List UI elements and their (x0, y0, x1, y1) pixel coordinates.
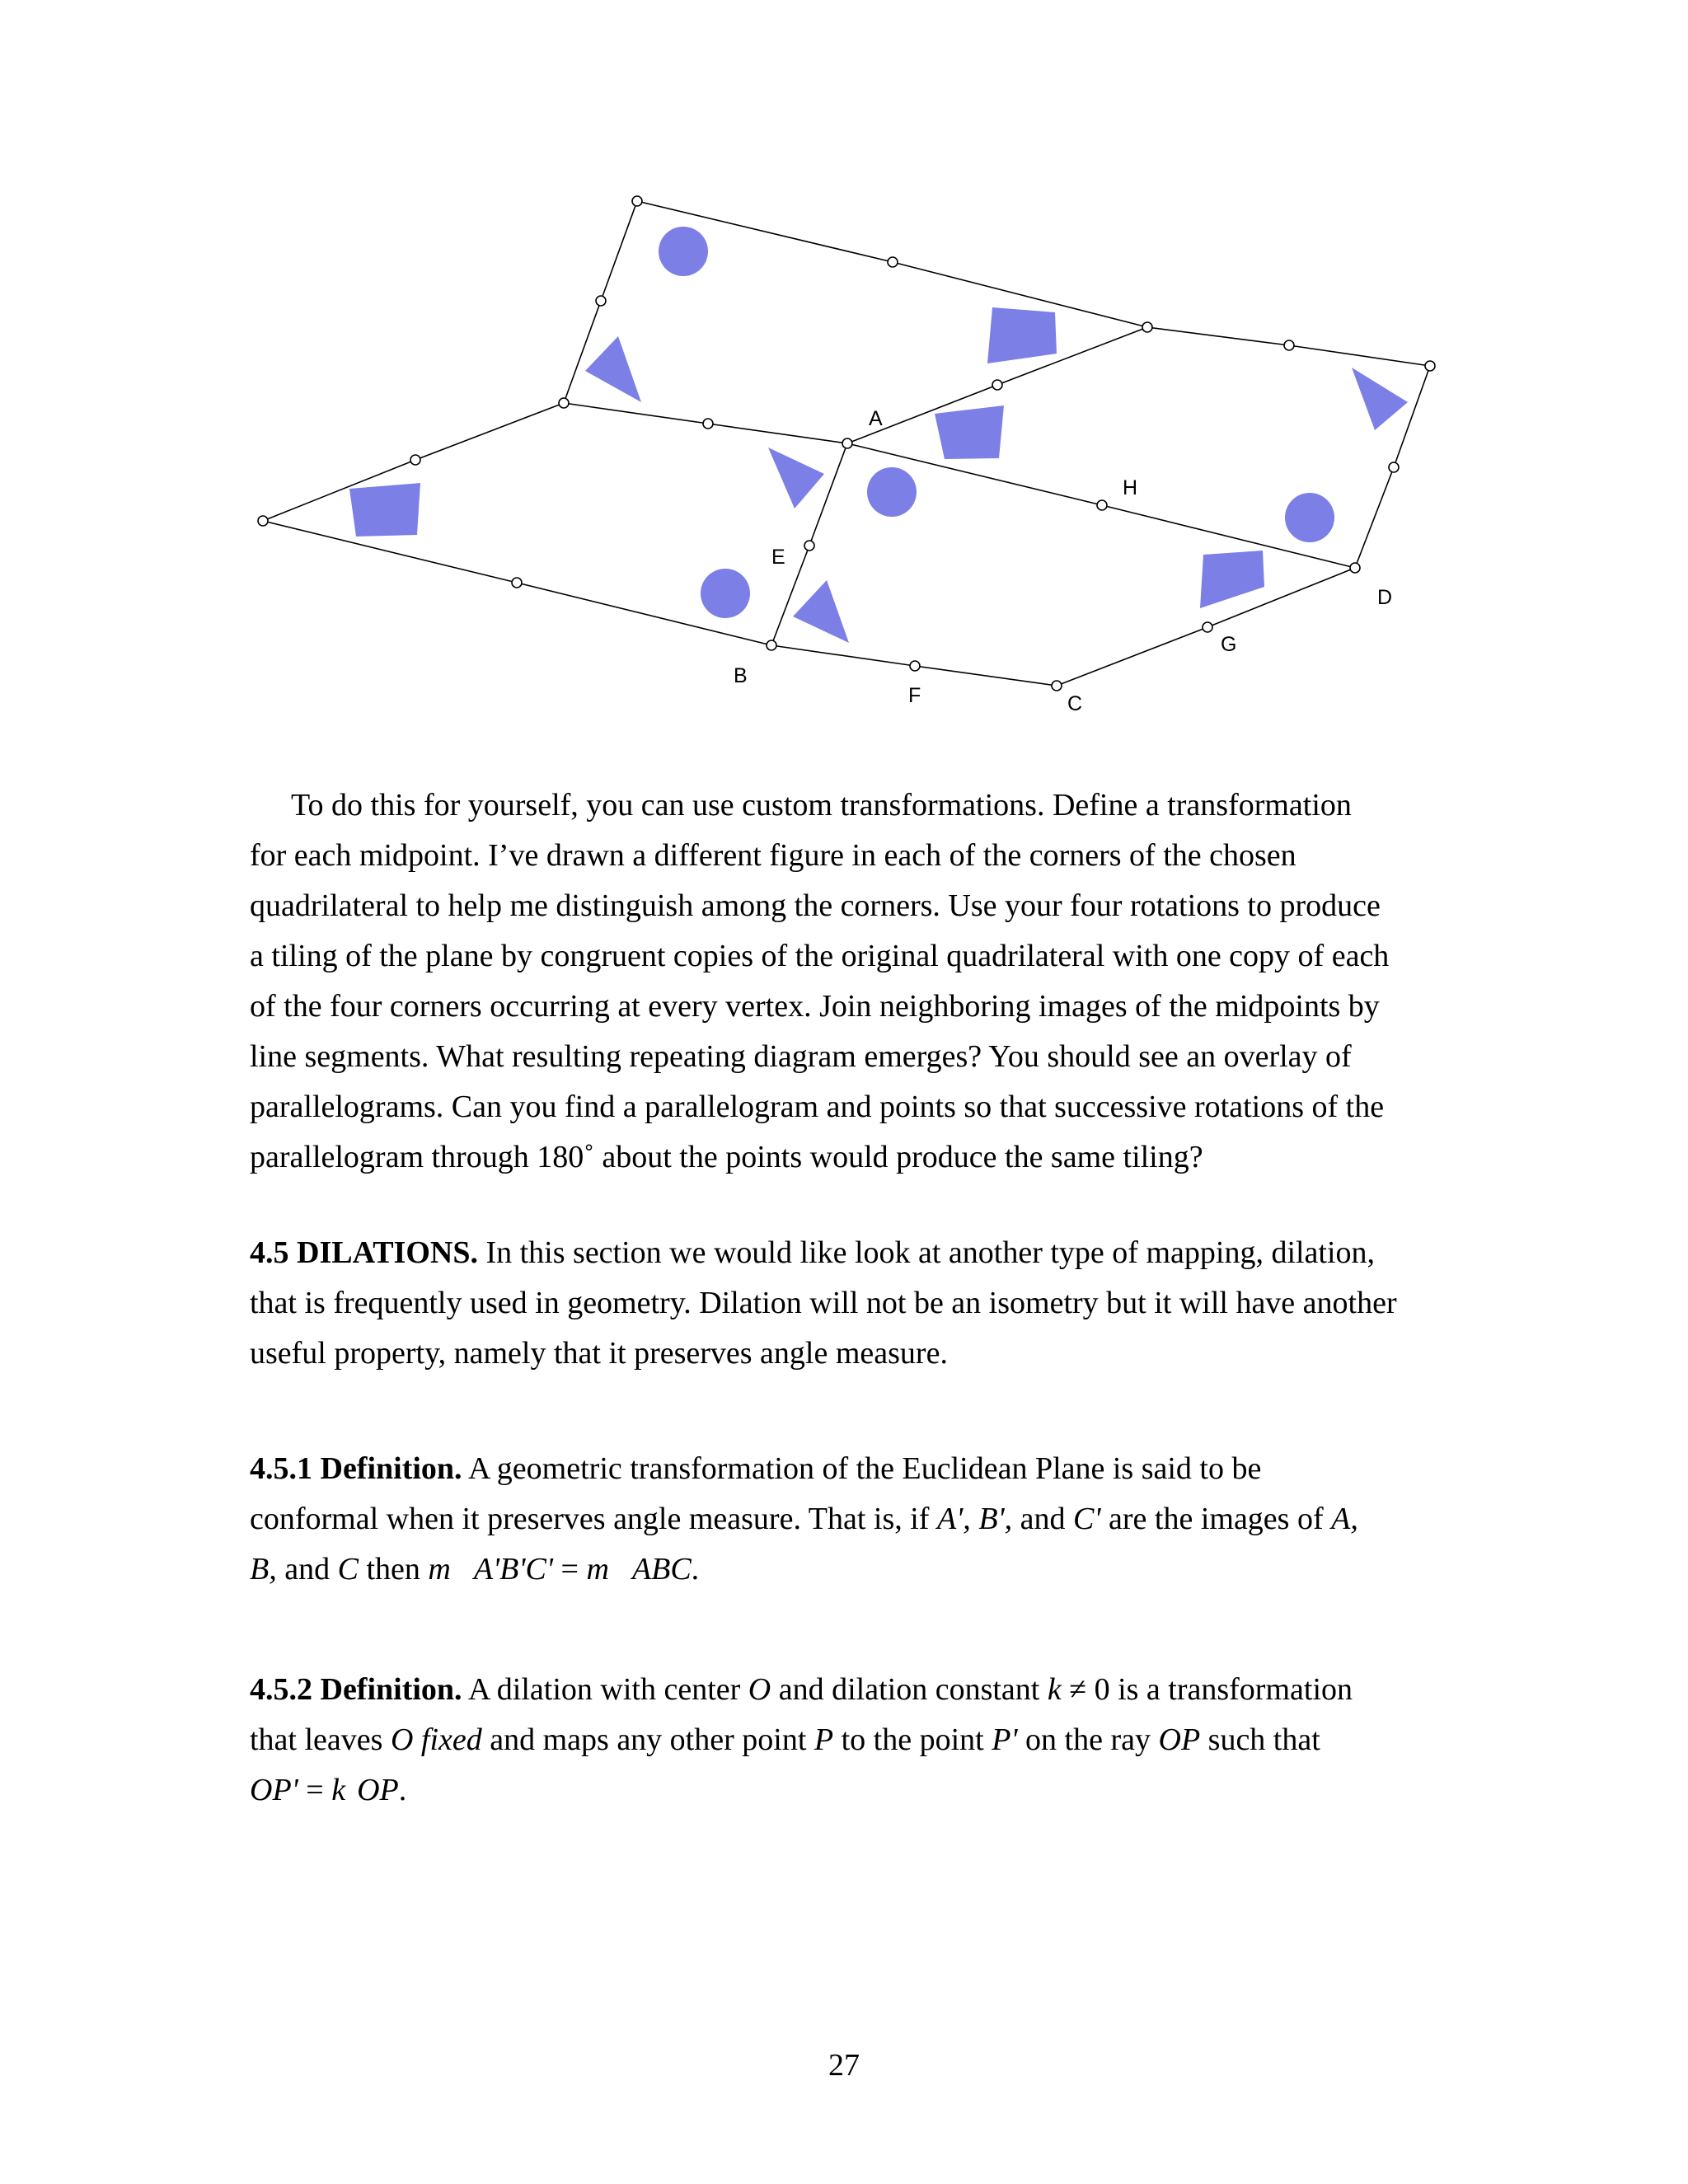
quad-figure (987, 307, 1057, 363)
quad-figure (1200, 551, 1264, 608)
math-var: C (337, 1552, 359, 1586)
triangle-figure (793, 580, 849, 643)
midpoint (992, 380, 1002, 390)
definition-line (250, 1665, 1445, 1715)
text-run: . (398, 1773, 407, 1807)
section-line: that is frequently used in geometry. Dilation will not be an isometry but it will have another (250, 1286, 1397, 1320)
paragraph-line: parallelograms. Can you find a parallelogram and points so that successive rotations of the (250, 1090, 1385, 1124)
section-text: In this section we would like look at another type of mapping, dilation, (477, 1235, 1376, 1270)
text-run: that leaves (250, 1722, 391, 1757)
math-var: B, (250, 1552, 277, 1586)
text-run: to the point (833, 1722, 992, 1757)
text-run: . (691, 1552, 700, 1586)
midpoint (1284, 340, 1294, 350)
text-run: A dilation with center (462, 1672, 748, 1707)
text-run: then (358, 1552, 429, 1586)
midpoint (1389, 462, 1399, 472)
section-line (250, 1228, 1445, 1278)
text-run: such that (1200, 1722, 1320, 1757)
text-run: and (276, 1552, 338, 1586)
math-var: A', (936, 1502, 971, 1536)
definition-text: A geometric transformation of the Euclidean Plane is said to be (462, 1451, 1262, 1486)
paragraph-line: of the four corners occurring at every vertex. Join neighboring images of the midpoints by (250, 989, 1380, 1024)
definition-line (250, 1544, 1445, 1595)
definition-4-5-2 (250, 1665, 1445, 1816)
vertex-point (559, 398, 569, 408)
math-var: P' (992, 1722, 1018, 1757)
midpoint (512, 578, 522, 588)
paragraph-line: quadrilateral to help me distinguish among the corners. Use your four rotations to produce (250, 888, 1381, 923)
label-H: H (1123, 476, 1138, 499)
text-run: = (553, 1552, 587, 1586)
section-line: useful property, namely that it preserves angle measure. (250, 1336, 948, 1371)
math-var: OP (1158, 1722, 1201, 1757)
vertex-labels (734, 407, 1392, 715)
math-var: A, (1331, 1502, 1358, 1536)
body-paragraph (250, 780, 1445, 1183)
midpoint-H (1097, 500, 1107, 510)
math-var: k (1047, 1672, 1062, 1707)
definition-line (250, 1494, 1445, 1544)
math-var: OP' (250, 1773, 298, 1807)
vertex-point (1425, 361, 1435, 371)
label-E: E (771, 546, 785, 569)
midpoint (703, 419, 713, 429)
vertex-point-B (767, 640, 776, 650)
section-heading: 4.5 DILATIONS. (250, 1235, 478, 1270)
text-run: conformal when it preserves angle measure. That is, if (250, 1502, 937, 1536)
vertex-point-A (842, 438, 852, 448)
circle-figure (659, 227, 708, 276)
math-var: P (814, 1722, 834, 1757)
text-run: and maps any other point (481, 1722, 814, 1757)
math-var: B', (970, 1502, 1013, 1536)
definition-heading: 4.5.2 Definition. (250, 1672, 462, 1707)
midpoint-E (804, 541, 814, 551)
text-run: are the images of (1100, 1502, 1332, 1536)
tiling-diagram (0, 0, 1688, 742)
vertex-point (258, 516, 268, 526)
vertex-point-C (1052, 681, 1062, 691)
triangle-figure (768, 448, 824, 509)
text-run: on the ray (1017, 1722, 1159, 1757)
paragraph-line: for each midpoint. I’ve drawn a different figure in each of the corners of the chosen (250, 838, 1296, 873)
text-run: and dilation constant (771, 1672, 1048, 1707)
label-G: G (1221, 633, 1237, 656)
triangle-figure (1352, 368, 1408, 430)
definition-4-5-1 (250, 1444, 1445, 1595)
midpoint (410, 455, 420, 465)
circle-figure (701, 569, 750, 618)
label-D: D (1377, 586, 1393, 609)
circle-figure (1285, 493, 1334, 542)
page-number: 27 (828, 2048, 860, 2083)
definition-heading: 4.5.1 Definition. (250, 1451, 462, 1486)
vertex-point-D (1350, 563, 1360, 573)
paragraph-line: a tiling of the plane by congruent copies of the original quadrilateral with one copy of each (250, 939, 1390, 973)
math-var: O (748, 1672, 771, 1707)
text-run: ≠ 0 (1061, 1672, 1118, 1707)
midpoint-F (910, 661, 920, 671)
midpoint-G (1203, 622, 1212, 632)
math-var: ABC (631, 1552, 692, 1586)
definition-line (250, 1765, 1445, 1816)
quad-figure (349, 483, 420, 537)
circle-figure (867, 467, 917, 517)
triangle-figure (585, 336, 641, 402)
definition-line (250, 1444, 1445, 1494)
vertex-point (1142, 322, 1152, 332)
math-var: OP (357, 1773, 399, 1807)
label-F: F (908, 684, 921, 707)
math-var: m (586, 1552, 609, 1586)
text-run: = (298, 1773, 332, 1807)
label-A: A (869, 407, 883, 430)
midpoint (596, 296, 606, 306)
definition-line (250, 1715, 1445, 1765)
paragraph-line: parallelogram through 180˚ about the points would produce the same tiling? (250, 1140, 1203, 1174)
text-run: is a transformation (1118, 1672, 1353, 1707)
paragraph-line: line segments. What resulting repeating diagram emerges? You should see an overlay of (250, 1039, 1352, 1074)
math-var: C' (1073, 1502, 1101, 1536)
paragraph-line: To do this for yourself, you can use custom transformations. Define a transformation (291, 788, 1352, 823)
text-run: and (1012, 1502, 1074, 1536)
quad-figure (935, 405, 1004, 459)
label-C: C (1067, 692, 1083, 715)
tiling-points (258, 196, 1435, 691)
math-var: m (428, 1552, 451, 1586)
midpoint (888, 257, 898, 267)
math-var: A'B'C' (473, 1552, 553, 1586)
vertex-point (632, 196, 642, 206)
math-var: k (331, 1773, 346, 1807)
section-dilations (250, 1228, 1445, 1379)
math-var: O fixed (390, 1722, 482, 1757)
label-B: B (734, 664, 748, 687)
